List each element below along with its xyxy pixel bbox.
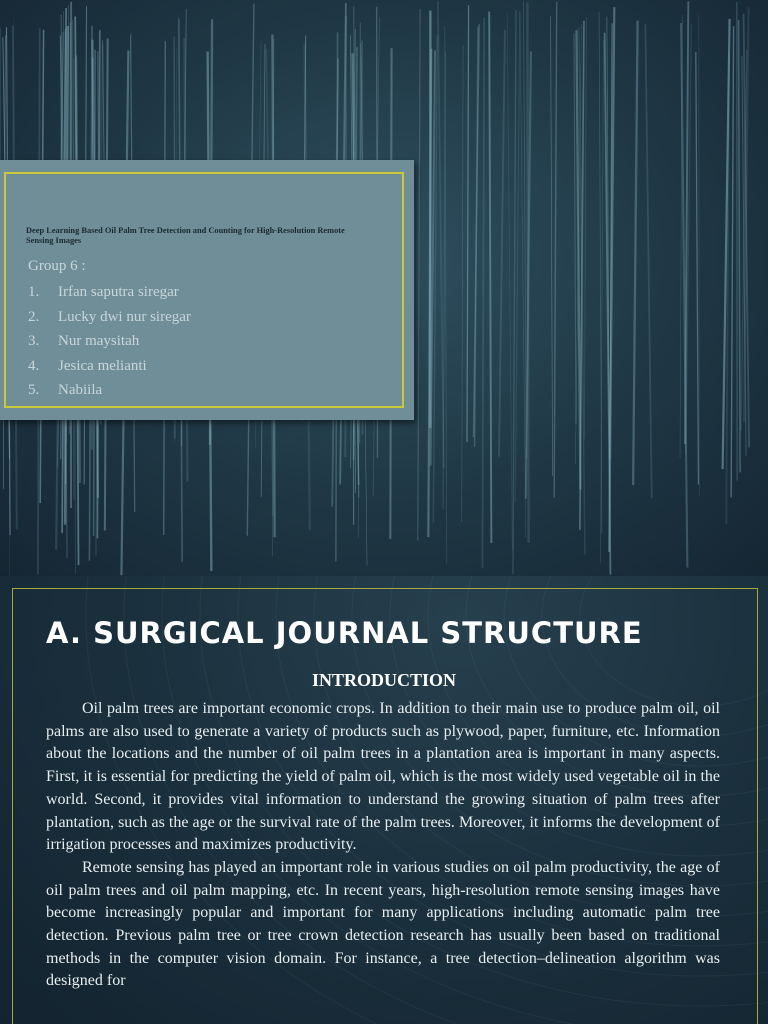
- decorative-line: [731, 26, 733, 497]
- decorative-line: [645, 24, 651, 498]
- decorative-line: [438, 1, 444, 468]
- decorative-line: [443, 52, 445, 509]
- content-slide: [0, 576, 768, 1024]
- decorative-line: [475, 27, 478, 447]
- section-title: INTRODUCTION: [311, 670, 457, 690]
- member-name: Jesica melianti: [58, 357, 147, 374]
- decorative-line: [482, 18, 484, 568]
- member-number: 1.: [28, 284, 40, 300]
- decorative-line: [507, 14, 512, 550]
- member-item: [28, 355, 191, 380]
- slide-heading: A. SURGICAL JOURNAL STRUCTURE: [46, 616, 643, 650]
- member-name: Lucky dwi nur siregar: [58, 308, 191, 325]
- decorative-line: [418, 9, 420, 540]
- member-name: Nabiila: [58, 382, 103, 398]
- member-number: 2.: [28, 308, 40, 325]
- member-number: 4.: [28, 357, 40, 374]
- paragraph: Remote sensing has played an important role in various studies on oil palm productivity, the age of oil palm trees and oil palm mapping, etc. In recent years, high-resolution remote sensing images have become increasingly popular and important for many applications including automatic palm tree detection. Previous palm tree or tree crown detection research has usually been based on traditional methods in the computer vision domain. For instance, a tree detection–delineation algorithm was designed for: [46, 858, 720, 990]
- body-text: [46, 698, 720, 993]
- decorative-line: [467, 5, 469, 442]
- member-number: 3.: [28, 333, 40, 349]
- group-label: Group 6 :: [28, 258, 86, 274]
- decorative-line: [574, 33, 576, 423]
- decorative-line: [739, 20, 741, 472]
- member-item: [28, 330, 191, 355]
- decorative-line: [633, 21, 638, 485]
- decorative-line: [696, 52, 699, 485]
- decorative-line: [551, 16, 553, 476]
- member-list: [28, 281, 191, 404]
- member-number: 5.: [28, 382, 40, 398]
- member-item: [28, 281, 191, 306]
- member-name: Nur maysitah: [58, 333, 140, 349]
- member-name: Irfan saputra siregar: [58, 284, 179, 300]
- paragraph: Oil palm trees are important economic crops. In addition to their main use to produce palm oil, oil palms are also used to generate a variety of products such as plywood, paper, furniture, etc. Information about the locations and the number of oil palm trees in a plantation area is important in many aspects. First, it is essential for predicting the yield of palm oil, which is the most widely used vegetable oil in the world. Second, it provides vital information to understand the growing situation of palm trees after plantation, such as the age or the survival rate of the palm trees. Moreover, it informs the development of irrigation processes and maximizes productivity.: [46, 700, 720, 854]
- decorative-line: [499, 30, 505, 457]
- decorative-line: [554, 2, 557, 498]
- document-title: Deep Learning Based Oil Palm Tree Detection and Counting for High-Resolution Remote Sensing Images: [26, 226, 345, 245]
- decorative-line: [489, 12, 491, 543]
- member-item: [28, 379, 191, 404]
- member-item: [28, 306, 191, 331]
- decorative-line: [584, 18, 586, 440]
- decorative-line: [462, 46, 463, 522]
